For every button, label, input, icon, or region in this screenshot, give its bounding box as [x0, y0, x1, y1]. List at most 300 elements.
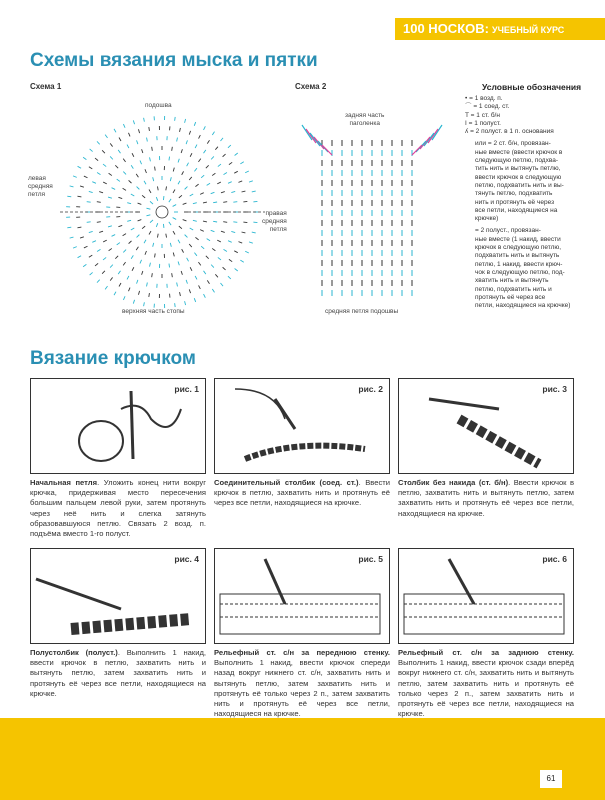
- stitch-mark: [198, 159, 200, 162]
- stitch-mark: [249, 181, 253, 182]
- stitch-mark: [157, 186, 158, 190]
- stitch-mark: [249, 242, 253, 243]
- stitch-mark: [201, 175, 204, 178]
- stitch-mark: [84, 246, 88, 248]
- stitch-mark: [234, 171, 238, 173]
- stitch-mark: [114, 129, 116, 132]
- stitch-mark: [195, 145, 197, 149]
- stitch-mark: [87, 222, 91, 223]
- stitch-mark: [204, 294, 206, 298]
- figure-6-caption: Рельефный ст. с/н за заднюю стенку. Выполнить 1 накид, ввести крючок сзади вперёд вокруг нижнего ст. с/н, захватить нить и вытянуть петлю, затем захватить нить и протянуть её только через 2 п., затем захватить нить и протянуть её через все петли, находящиеся на крючке.: [398, 648, 574, 719]
- stitch-mark: [221, 231, 225, 232]
- stitch-mark: [166, 234, 167, 238]
- stitch-mark: [223, 154, 226, 157]
- stitch-mark: [90, 149, 93, 152]
- stitch-mark: [187, 258, 189, 262]
- stitch-mark: [169, 199, 171, 202]
- stitch-mark: [211, 156, 214, 159]
- stitch-mark: [102, 271, 105, 274]
- stitch-mark: [97, 173, 100, 175]
- stitch-mark: [146, 215, 150, 216]
- stitch-mark: [170, 177, 171, 181]
- stitch-mark: [133, 120, 134, 124]
- stitch-mark: [133, 300, 134, 304]
- stitch-mark: [129, 241, 132, 244]
- stitch-mark: [231, 231, 235, 232]
- figure-4-caption: Полустолбик (полуст.). Выполнить 1 накид, ввести крючок в петлю, захватить нить и вытянуть петлю, затем захватить нить и протянуть её через все петли, находящиеся на крючке.: [30, 648, 206, 698]
- section-title-schemes: Схемы вязания мыска и пятки: [30, 50, 318, 71]
- stitch-mark: [215, 274, 218, 277]
- stitch-mark: [145, 169, 146, 173]
- stitch-mark: [89, 255, 92, 257]
- stitch-mark: [123, 250, 126, 253]
- stitch-mark: [123, 234, 126, 236]
- stitch-mark: [217, 240, 221, 242]
- stitch-mark: [229, 162, 232, 164]
- stitch-mark: [149, 231, 151, 234]
- stitch-mark: [129, 180, 132, 183]
- stitch-mark: [211, 230, 215, 231]
- stitch-mark: [99, 192, 103, 193]
- stitch-mark: [240, 162, 243, 164]
- stitch-mark: [102, 150, 105, 153]
- stitch-mark: [178, 181, 180, 184]
- stitch-mark: [123, 296, 125, 300]
- stitch-mark: [203, 221, 207, 222]
- stitch-mark: [194, 168, 196, 171]
- stitch-mark: [217, 182, 221, 184]
- stitch-mark: [131, 194, 134, 196]
- stitch-mark: [189, 244, 192, 247]
- footer-band: [0, 718, 605, 800]
- stitch-mark: [412, 145, 422, 155]
- stitch-mark: [144, 240, 146, 243]
- stitch-mark: [180, 128, 181, 132]
- stitch-mark: [150, 220, 153, 223]
- stitch-mark: [190, 153, 192, 157]
- scheme1-bottom-label: верхняя часть стопы: [122, 308, 185, 315]
- stitch-mark: [178, 240, 180, 243]
- stitch-mark: [206, 256, 209, 259]
- stitch-mark: [146, 208, 150, 209]
- stitch-mark: [235, 269, 238, 271]
- stitch-mark: [144, 181, 146, 184]
- stitch-mark: [149, 293, 150, 297]
- stitch-mark: [172, 273, 173, 277]
- stitch-mark: [173, 252, 174, 256]
- stitch-mark: [173, 189, 175, 192]
- stitch-mark: [115, 256, 118, 259]
- stitch-mark: [131, 255, 133, 258]
- stitch-mark: [149, 189, 151, 192]
- stitch-mark: [92, 182, 96, 184]
- stitch-mark: [173, 218, 177, 220]
- stitch-mark: [73, 176, 77, 178]
- stitch-mark: [153, 177, 154, 181]
- stitch-mark: [156, 223, 157, 227]
- stitch-mark: [97, 202, 101, 203]
- stitch-mark: [238, 242, 242, 243]
- stitch-mark: [177, 138, 178, 142]
- stitch-mark: [137, 140, 138, 144]
- section-title-crochet: Вязание крючком: [30, 348, 196, 369]
- stitch-mark: [112, 188, 116, 190]
- figure-3-caption: Столбик без накида (ст. б/н). Ввести крючок в петлю, захватить нить и вытянуть петлю, затем захватить нить и протянуть её через все петли, находящиеся на крючке.: [398, 478, 574, 518]
- stitch-mark: [147, 282, 148, 286]
- stitch-mark: [127, 145, 129, 149]
- stitch-mark: [186, 140, 187, 144]
- stitch-mark: [89, 167, 92, 169]
- stitch-mark: [123, 188, 126, 190]
- stitch-mark: [182, 249, 184, 253]
- stitch-mark: [67, 196, 71, 197]
- stitch-mark: [189, 131, 190, 135]
- stitch-mark: [223, 267, 226, 270]
- stitch-mark: [428, 129, 438, 143]
- stitch-mark: [136, 174, 138, 177]
- figure-5: [214, 548, 390, 644]
- stitch-mark: [245, 251, 249, 253]
- stitch-mark: [185, 235, 188, 238]
- stitch-mark: [220, 138, 223, 141]
- stitch-mark: [432, 125, 442, 140]
- stitch-mark: [153, 243, 154, 247]
- stitch-mark: [189, 289, 190, 293]
- scheme2-label: Схема 2: [295, 82, 327, 91]
- stitch-mark: [112, 235, 116, 237]
- stitch-mark: [234, 251, 238, 253]
- stitch-mark: [103, 257, 106, 260]
- stitch-mark: [235, 153, 238, 155]
- stitch-mark: [200, 230, 204, 232]
- stitch-mark: [152, 273, 153, 277]
- scheme2-bottom-label: средняя петля подошвы: [325, 308, 399, 315]
- stitch-mark: [186, 280, 187, 284]
- stitch-mark: [173, 205, 177, 207]
- stitch-mark: [207, 140, 209, 143]
- stitch-mark: [228, 276, 231, 279]
- figure-label: рис. 2: [358, 384, 383, 394]
- legend-item: T = 1 ст. б/н: [465, 111, 500, 119]
- stitch-mark: [155, 167, 156, 171]
- stitch-mark: [195, 276, 197, 280]
- stitch-mark: [132, 153, 134, 157]
- stitch-mark: [109, 173, 112, 175]
- stitch-mark: [77, 196, 81, 197]
- stitch-mark: [137, 187, 140, 190]
- stitch-mark: [228, 182, 232, 184]
- stitch-mark: [118, 271, 120, 274]
- stitch-mark: [115, 165, 118, 168]
- stitch-mark: [103, 240, 107, 242]
- stitch-mark: [166, 186, 167, 190]
- stitch-mark: [194, 122, 195, 126]
- stitch-mark: [118, 225, 122, 226]
- stitch-mark: [194, 298, 195, 302]
- stitch-mark: [127, 276, 129, 280]
- legend-title: Условные обозначения: [482, 82, 582, 92]
- scheme1-label: Схема 1: [30, 82, 62, 91]
- stitch-mark: [90, 272, 93, 275]
- stitch-mark: [78, 256, 82, 258]
- stitch-mark: [242, 191, 246, 192]
- figure-label: рис. 5: [358, 554, 383, 564]
- stitch-mark: [193, 203, 197, 204]
- stitch-mark: [142, 271, 143, 275]
- legend-item: I = 1 полуст.: [465, 119, 501, 127]
- stitch-mark: [97, 222, 101, 223]
- figure-5-caption: Рельефный ст. с/н за переднюю стенку. Выполнить 1 накид, ввести крючок спереди назад вокруг нижнего ст. с/н, захватить нить и вытянуть петлю, затем захватить нить и протянуть её только через 2 п., затем захватить нить и протянуть её через все петли, находящиеся на крючке.: [214, 648, 390, 719]
- stitch-mark: [114, 292, 116, 295]
- stitch-mark: [136, 247, 138, 250]
- figure-label: рис. 3: [542, 384, 567, 394]
- stitch-mark: [131, 165, 133, 168]
- stitch-mark: [83, 264, 86, 266]
- stitch-mark: [84, 176, 88, 178]
- stitch-mark: [177, 282, 178, 286]
- stitch-mark: [150, 263, 151, 267]
- stitch-mark: [173, 231, 175, 234]
- stitch-mark: [132, 267, 134, 271]
- stitch-mark: [73, 247, 77, 249]
- stitch-mark: [99, 231, 103, 232]
- stitch-mark: [245, 171, 249, 173]
- stitch-mark: [108, 197, 112, 198]
- stitch-mark: [150, 201, 153, 204]
- stitch-mark: [229, 259, 232, 261]
- stitch-mark: [179, 195, 182, 198]
- banner-subtitle: УЧЕБНЫЙ КУРС: [491, 25, 565, 35]
- stitch-mark: [128, 133, 130, 137]
- stitch-mark: [123, 262, 125, 265]
- stitch-mark: [211, 265, 214, 268]
- stitch-mark: [156, 197, 157, 201]
- stitch-mark: [149, 127, 150, 131]
- scheme2-stitch-grid: [302, 125, 442, 296]
- stitch-mark: [180, 292, 181, 296]
- stitch-mark: [89, 191, 93, 192]
- stitch-mark: [137, 280, 138, 284]
- stitch-mark: [131, 228, 134, 230]
- scheme1-top-label: подошва: [145, 102, 172, 109]
- stitch-mark: [103, 164, 106, 167]
- stitch-mark: [110, 156, 113, 159]
- stitch-mark: [142, 226, 145, 229]
- stitch-mark: [152, 147, 153, 151]
- figure-label: рис. 6: [542, 554, 567, 564]
- stitch-mark: [213, 202, 217, 203]
- figure-2-caption: Соединительный столбик (соед. ст.). Ввести крючок в петлю, захватить нить и протянуть её через все петли, находящиеся на крючке.: [214, 478, 390, 508]
- stitch-mark: [238, 181, 242, 182]
- stitch-mark: [194, 253, 196, 256]
- stitch-mark: [97, 249, 100, 251]
- stitch-mark: [123, 172, 126, 175]
- stitch-mark: [169, 157, 170, 161]
- stitch-mark: [193, 220, 197, 221]
- stitch-mark: [198, 262, 200, 265]
- stitch-mark: [204, 271, 206, 274]
- figure-1: [30, 378, 206, 474]
- stitch-mark: [110, 265, 113, 268]
- stitch-mark: [87, 202, 91, 203]
- stitch-mark: [200, 193, 204, 195]
- stitch-mark: [138, 291, 139, 295]
- stitch-mark: [252, 232, 256, 233]
- scheme1-center-ring: [156, 206, 168, 218]
- stitch-mark: [140, 161, 142, 165]
- stitch-mark: [78, 166, 82, 168]
- legend-item: ʎ = 2 полуст. в 1 п. основания: [465, 128, 554, 136]
- stitch-mark: [169, 264, 170, 268]
- stitch-mark: [108, 226, 112, 227]
- stitch-mark: [218, 257, 221, 260]
- stitch-mark: [207, 183, 210, 185]
- stitch-mark: [144, 118, 145, 122]
- stitch-mark: [169, 222, 171, 225]
- stitch-mark: [105, 135, 107, 138]
- stitch-mark: [117, 243, 120, 245]
- stitch-mark: [185, 119, 186, 123]
- stitch-mark: [306, 129, 316, 143]
- stitch-mark: [221, 192, 225, 193]
- stitch-mark: [190, 194, 193, 196]
- stitch-mark: [181, 271, 182, 275]
- stitch-mark: [213, 221, 217, 222]
- stitch-mark: [212, 173, 215, 175]
- stitch-mark: [67, 227, 71, 228]
- stitch-mark: [110, 143, 112, 146]
- stitch-mark: [138, 220, 142, 221]
- stitch-mark: [228, 241, 232, 243]
- stitch-mark: [199, 285, 201, 289]
- stitch-mark: [203, 202, 207, 203]
- figure-3: [398, 378, 574, 474]
- stitch-mark: [252, 191, 256, 192]
- legend-item: • = 1 возд. п.: [465, 95, 503, 102]
- stitch-mark: [178, 261, 179, 265]
- stitch-mark: [157, 234, 158, 238]
- stitch-mark: [228, 145, 231, 148]
- stitch-mark: [70, 186, 74, 187]
- banner-title: 100 НОСКОВ:: [403, 21, 489, 36]
- stitch-mark: [322, 145, 332, 155]
- stitch-mark: [212, 289, 214, 292]
- stitch-mark: [231, 191, 235, 192]
- scheme1-right-label: правая средняя петля: [262, 210, 287, 233]
- stitch-mark: [178, 159, 179, 163]
- figure-6: [398, 548, 574, 644]
- stitch-mark: [175, 117, 176, 121]
- legend-list: [465, 95, 590, 310]
- stitch-mark: [83, 157, 86, 159]
- stitch-mark: [207, 239, 210, 241]
- legend-decrease-sc: или = 2 ст. б/н, провязан- ные вместе (ввести крючок в следующую петлю, подхва- тить нить и вытянуть петлю, ввести крючок в следующую петлю, подхватить нить и вы- тянуть петлю, подхватить нить и протянуть её через все петли, находящиеся на крючке): [475, 140, 564, 223]
- stitch-mark: [97, 141, 100, 144]
- stitch-mark: [218, 164, 221, 167]
- header-banner: [395, 18, 605, 40]
- stitch-mark: [140, 260, 142, 264]
- stitch-mark: [138, 129, 139, 133]
- stitch-mark: [138, 203, 142, 204]
- figure-1-caption: Начальная петля. Уложить конец нити вокруг крючка, придерживая место пересечения большим пальцем левой руки, затем протянуть через неё нить и слегка затянуть образовавшуюся петлю. Связать 2 возд. п. подъёма вместо 1-го полуст.: [30, 478, 207, 539]
- stitch-mark: [127, 203, 131, 204]
- scheme1-left-label: левая средняя петля: [28, 175, 53, 198]
- stitch-mark: [127, 220, 131, 221]
- stitch-mark: [137, 235, 140, 238]
- stitch-mark: [233, 222, 237, 223]
- stitch-mark: [89, 231, 93, 232]
- scheme1-circular-chart: [60, 108, 265, 313]
- stitch-mark: [189, 177, 192, 180]
- stitch-mark: [80, 186, 84, 187]
- stitch-mark: [204, 150, 206, 153]
- stitch-mark: [183, 220, 187, 221]
- stitch-mark: [109, 248, 112, 250]
- stitch-mark: [201, 246, 204, 249]
- stitch-mark: [145, 251, 146, 255]
- stitch-mark: [212, 248, 215, 250]
- stitch-mark: [223, 202, 227, 203]
- scheme2-top-label: задняя часть паголенка: [345, 112, 385, 127]
- scheme2-heel-chart: [292, 120, 452, 305]
- stitch-mark: [195, 237, 198, 239]
- stitch-mark: [195, 184, 198, 186]
- stitch-mark: [224, 173, 227, 175]
- stitch-mark: [119, 138, 121, 141]
- figure-label: рис. 4: [174, 554, 199, 564]
- stitch-mark: [212, 132, 214, 135]
- stitch-mark: [182, 171, 184, 175]
- stitch-mark: [215, 147, 218, 150]
- stitch-mark: [105, 286, 107, 289]
- stitch-mark: [190, 267, 192, 271]
- stitch-mark: [199, 135, 201, 139]
- stitch-mark: [118, 150, 120, 153]
- stitch-mark: [183, 203, 187, 204]
- stitch-mark: [302, 125, 312, 140]
- stitch-mark: [119, 283, 121, 286]
- stitch-mark: [92, 241, 96, 243]
- figure-4: [30, 548, 206, 644]
- figure-2: [214, 378, 390, 474]
- page-number: 61: [540, 770, 562, 788]
- figure-label: рис. 1: [174, 384, 199, 394]
- legend-item: ⌒ = 1 соед. ст.: [465, 103, 510, 111]
- stitch-mark: [147, 138, 148, 142]
- stitch-mark: [207, 280, 209, 283]
- stitch-mark: [80, 237, 84, 238]
- stitch-mark: [233, 202, 237, 203]
- stitch-mark: [187, 163, 189, 167]
- stitch-mark: [179, 226, 182, 229]
- stitch-mark: [70, 237, 74, 238]
- stitch-mark: [103, 182, 107, 184]
- stitch-mark: [220, 283, 223, 286]
- stitch-mark: [142, 195, 145, 198]
- stitch-mark: [118, 197, 122, 198]
- stitch-mark: [204, 126, 206, 130]
- stitch-mark: [172, 147, 173, 151]
- stitch-mark: [170, 243, 171, 247]
- stitch-mark: [150, 157, 151, 161]
- stitch-mark: [190, 228, 193, 230]
- legend-decrease-hdc: = 2 полуст., провязан- ные вместе (1 накид, ввести крючок в следующую петлю, подхватить нить и вытянуть петлю, 1 накид, ввести крюч- чок в следующую петлю, под- хватить нить и вытянуть петлю, подхватить нить и протянуть её через все петли, находящиеся на крючке): [475, 227, 571, 310]
- stitch-mark: [175, 303, 176, 307]
- stitch-mark: [240, 260, 243, 262]
- stitch-mark: [206, 165, 209, 168]
- stitch-mark: [242, 232, 246, 233]
- stitch-mark: [110, 277, 112, 280]
